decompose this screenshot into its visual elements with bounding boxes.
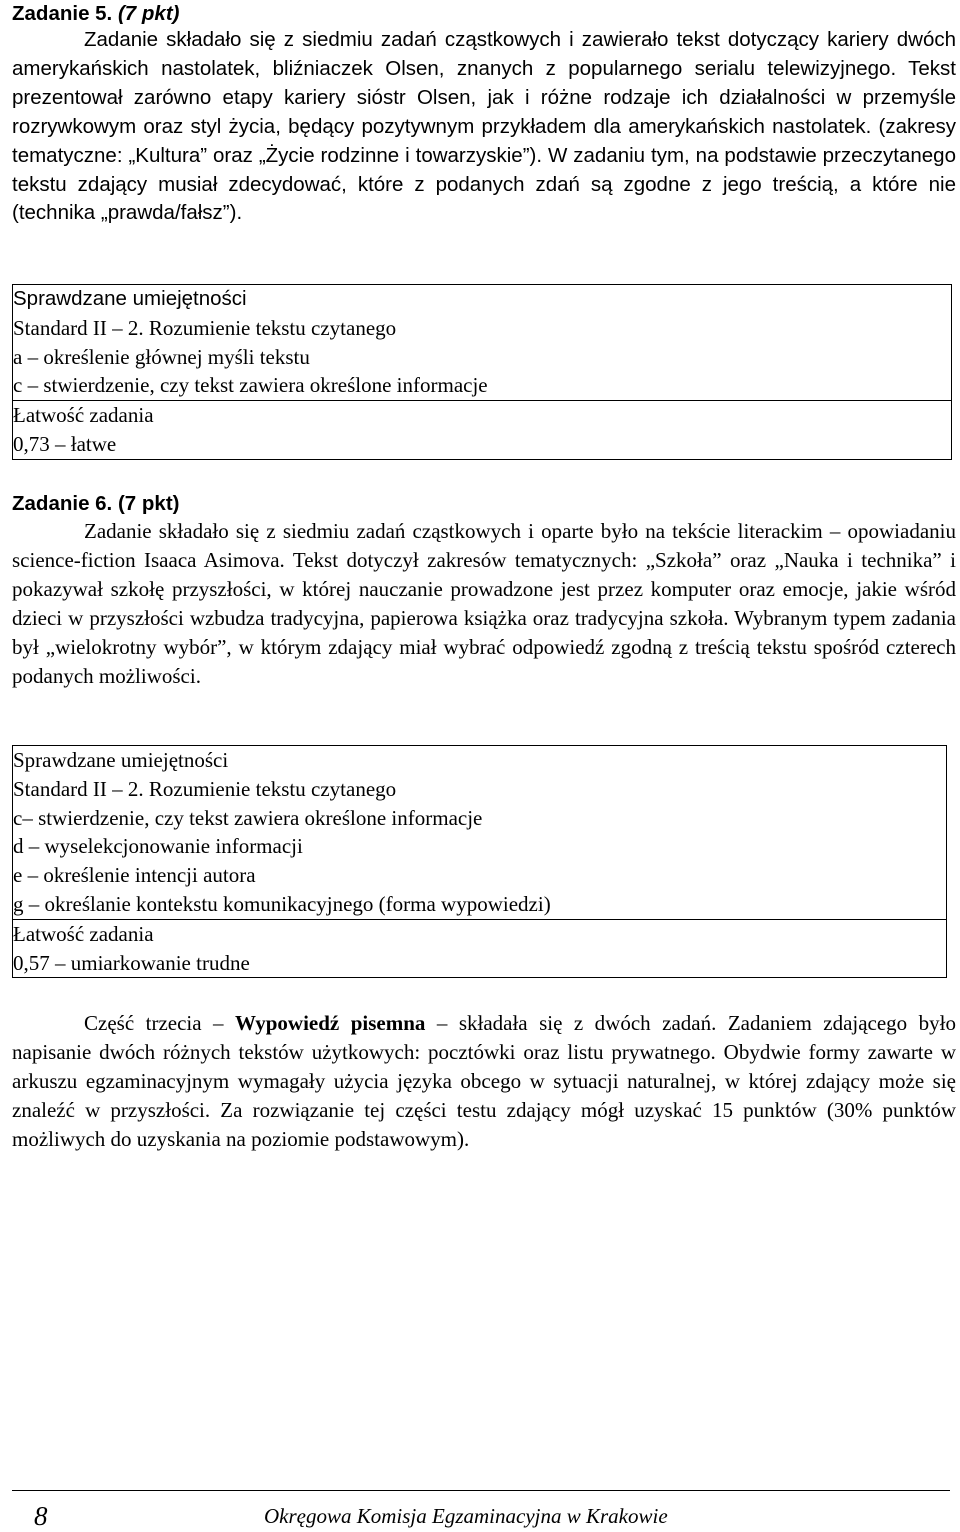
task6-skill-item: d – wyselekcjonowanie informacji [13, 834, 303, 859]
task6-skills-heading: Sprawdzane umiejętności [13, 748, 229, 772]
task6-skill-item: g – określanie kontekstu komunikacyjnego (forma wypowiedzi) [13, 891, 551, 916]
task6-difficulty-heading: Łatwość zadania [13, 921, 154, 946]
task6-difficulty-section [13, 920, 946, 978]
task5-skill-item: c – stwierdzenie, czy tekst zawiera określone informacje [13, 373, 488, 398]
page-footer [12, 1490, 950, 1531]
task5-title: Zadanie 5. [12, 2, 113, 25]
part3-text-start: Część trzecia – [84, 1011, 235, 1035]
task5-points: (7 pkt) [117, 2, 180, 25]
part3-paragraph [12, 1009, 956, 1154]
task5-difficulty-value: 0,73 – łatwe [13, 431, 117, 456]
task6-difficulty-value: 0,57 – umiarkowanie trudne [13, 950, 250, 975]
task5-skill-item: a – określenie głównej myśli tekstu [13, 344, 310, 369]
task6-skill-item: Standard II – 2. Rozumienie tekstu czytanego [13, 776, 397, 801]
task6-paragraph: Zadanie składało się z siedmiu zadań cząstkowych i oparte było na tekście literackim – opowiadaniu science-fiction Isaaca Asimova. Tekst dotyczył zakresów tematycznych: „Szkoła” oraz „Nauka i technika” i pokazywał szkołę przyszłości, w której nauczanie prowadzone jest przez komputer oraz emocje, jakie wśród dzieci w przyszłości wzbudza tradycyjna, papierowa książka oraz tradycyjna szkoła. Wybranym typem zadania był „wielokrotny wybór”, w którym zdający miał wybrać odpowiedź zgodną z treścią tekstu spośród czterech podanych możliwości. [12, 519, 956, 688]
task6-heading [12, 489, 179, 518]
task6-title: Zadanie 6. [12, 492, 113, 515]
task5-heading [12, 0, 179, 28]
task5-skills-heading: Sprawdzane umiejętności [13, 287, 247, 310]
task6-skills-section [13, 746, 946, 920]
footer-institution: Okręgowa Komisja Egzaminacyjna w Krakowie [264, 1504, 668, 1528]
part3-bold-term: Wypowiedź pisemna [235, 1011, 426, 1035]
task6-skills-box [12, 745, 947, 978]
task6-skill-item: c– stwierdzenie, czy tekst zawiera określone informacje [13, 805, 483, 830]
task6-skill-item: e – określenie intencji autora [13, 863, 256, 888]
task5-difficulty-heading: Łatwość zadania [13, 403, 154, 428]
task5-skill-item: Standard II – 2. Rozumienie tekstu czytanego [13, 315, 397, 340]
task5-paragraph: Zadanie składało się z siedmiu zadań cząstkowych i zawierało tekst dotyczący kariery dwóch amerykańskich nastolatek, bliźniaczek Olsen, znanych z popularnego serialu telewizyjnego. Tekst prezentował zarówno etapy kariery sióstr Olsen, jak i różne rodzaje ich działalności w przemyśle rozrywkowym oraz styl życia, będący pozytywnym przykładem dla amerykańskich nastolatek. (zakresy tematyczne: „Kultura” oraz „Życie rodzinne i towarzyskie”). W zadaniu tym, na podstawie przeczytanego tekstu zdający musiał zdecydować, które z podanych zdań są zgodne z jego treścią, a które nie (technika „prawda/fałsz”). [12, 28, 956, 225]
part3-text-rest: – składała się z dwóch zadań. Zadaniem zdającego było napisanie dwóch różnych tekstów użytkowych: pocztówki oraz listu prywatnego. Obydwie formy zawarte w arkuszu egzaminacyjnym wymagały użycia języka obcego w sytuacji naturalnej, w której zdający może się znaleźć w przyszłości. Za rozwiązanie tej części testu zdający mógł uzyskać 15 punktów (30% punktów możliwych do uzyskania na poziomie podstawowym). [12, 1011, 956, 1151]
task5-skills-section [13, 285, 951, 401]
task5-skills-box [12, 284, 952, 460]
task6-points: (7 pkt) [117, 492, 180, 515]
task5-difficulty-section [13, 401, 951, 459]
page-number: 8 [34, 1501, 48, 1531]
